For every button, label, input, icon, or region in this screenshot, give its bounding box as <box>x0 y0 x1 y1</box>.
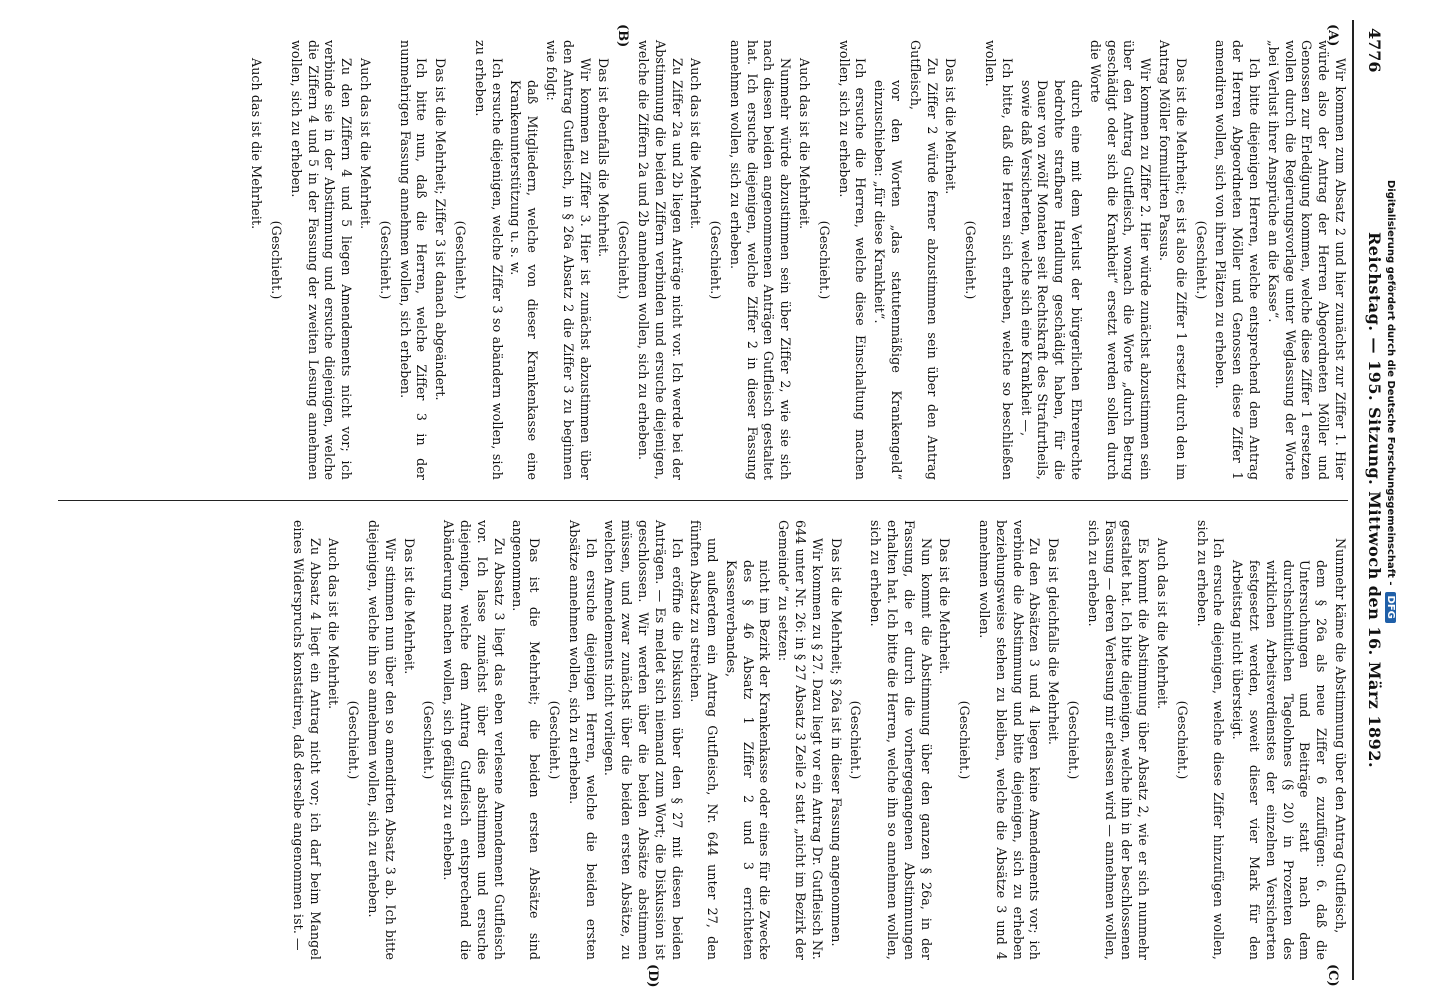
paragraph: Zu den Absätzen 3 und 4 liegen keine Amendements vor; ich verbinde die Abstimmung und bitte diejenigen, sich zu erheben beziehungsweise stehen zu bleiben, welche die Absätze 3 und 4 annehmen wollen. <box>977 520 1043 960</box>
paragraph: dem § 26a als neue Ziffer 6 zuzufügen: 6. daß die Untersuchungen und Beiträge statt nach dem durchschnittlichen Tagelohnes (§ 20) in Prozenten des wirklichen Arbeitsverdienstes der einzelnen Versicherten festgesetzt werden, soweit dieser vier Mark für den Arbeitstag nicht übersteigt. <box>1230 560 1330 960</box>
paragraph: Nun kommt die Abstimmung über den ganzen § 26a, in der Fassung, die er durch die vorhergegangenen Abstimmungen erhalten hat. Ich bitte die Herren, welche ihn so annehmen wollen, sich zu erheben. <box>868 520 934 960</box>
paragraph: Das ist die Mehrheit; § 26a ist in dieser Fassung angenommen. <box>828 538 844 947</box>
stage-direction: (Geschieht.) <box>452 220 468 300</box>
paragraph: Das ist die Mehrheit; es ist also die Ziffer 1 ersetzt durch den im Antrag Möller formulirten Passus. <box>1157 40 1189 480</box>
page-title: Reichstag. — 195. Sitzung. Mittwoch den 16. März 1892. <box>1365 231 1384 769</box>
paragraph: Zu Ziffer 2 würde ferner abzustimmen sein über den Antrag Gutfleisch, <box>907 40 940 480</box>
stage-direction: (Geschieht.) <box>1193 220 1209 300</box>
margin-marker-d: (D) <box>645 964 660 988</box>
paragraph: Das ist die Mehrheit. <box>937 538 953 675</box>
paragraph: Das ist ebenfalls die Mehrheit. <box>596 58 612 258</box>
paragraph: Ich bitte diejenigen Herren, welche entsprechend dem Antrag der Herren Abgeordneten Möller und Genossen diese Ziffer 1 amendiren wollen, sich von ihren Plätzen zu erheben. <box>1213 40 1263 480</box>
paragraph: daß Mitgliedern, welche von dieser Krankenkasse eine Krankenunterstützung u. s. w. <box>508 80 541 480</box>
paragraph: Das ist die Mehrheit. <box>401 538 417 675</box>
paragraph: Das ist die Mehrheit; Ziffer 3 ist danach abgeändert. <box>433 58 449 401</box>
paragraph: Ich bitte, daß die Herren sich erheben, welche so beschließen wollen. <box>983 40 1015 480</box>
left-column <box>48 40 1348 480</box>
margin-marker-c: (C) <box>1325 964 1340 987</box>
margin-marker-b: (B) <box>615 24 630 48</box>
paragraph: Auch das ist die Mehrheit. <box>797 58 813 230</box>
stage-direction: (Geschieht.) <box>816 220 832 300</box>
stage-direction: (Geschieht.) <box>963 220 979 300</box>
paragraph: Auch das ist die Mehrheit. <box>1155 538 1171 710</box>
paragraph: Auch das ist die Mehrheit. <box>688 58 704 230</box>
paragraph: Das ist die Mehrheit. <box>943 58 959 195</box>
paragraph: Nunmehr würde abzustimmen sein über Ziffer 2, wie sie sich nach diesen beiden angenommenen Anträgen Gutfleisch gestaltet hat. Ich ersuche diejenigen, welche Ziffer 2 in dieser Fassung annehmen wollen, sich zu erheben. <box>727 40 794 480</box>
paragraph: Wir kommen zum Absatz 2 und hier zunächst zur Ziffer 1. Hier würde also der Antrag der Herren Abgeordneten Möller und Genossen zur Erledigung kommen, welche diese Ziffer 1 ersetzen wollen durch die Regierungsvorlage unter Weglassung der Worte „bei Verlust ihrer Ansprüche an die Kasse“. <box>1265 40 1348 480</box>
paragraph: Zu den Ziffern 4 und 5 liegen Amendements nicht vor; ich verbinde sie in der Abstimmung und ersuche diejenigen, welche die Ziffern 4 und 5 in der Fassung der zweiten Lesung annehmen wollen, sich zu erheben. <box>288 40 355 480</box>
paragraph: Ich bitte nun, daß die Herren, welche Ziffer 3 in der nunmehrigen Fassung annehmen wollen, sich erheben. <box>397 40 430 480</box>
stage-direction: (Geschieht.) <box>848 700 864 780</box>
page-number: 4776 <box>1365 28 1384 73</box>
paragraph: Wir stimmen nun über den so amendirten Absatz 3 ab. Ich bitte diejenigen, welche ihn so annehmen wollen, sich zu erheben. <box>365 520 398 960</box>
paragraph: Es kommt die Abstimmung über Absatz 2, wie er sich nunmehr gestaltet hat. Ich bitte diejenigen, welche ihn in der beschlossenen Fassung — deren Verlesung mir erlassen wird — annehmen wollen, sich zu erheben. <box>1085 520 1152 960</box>
paragraph: und außerdem ein Antrag Gutfleisch, Nr. 644 unter 27, den fünften Absatz zu streichen. <box>688 520 721 960</box>
digitization-footer <box>1376 180 1396 980</box>
paragraph: Auch das ist die Mehrheit. <box>357 58 373 230</box>
stage-direction: (Geschieht.) <box>546 700 562 780</box>
document-page <box>30 20 1400 988</box>
paragraph: Nunmehr käme die Abstimmung über den Antrag Gutfleisch, <box>1333 538 1348 934</box>
paragraph: Ich eröffne die Diskussion über den § 27 mit diesen beiden Anträgen. — Es meldet sich niemand zum Wort; die Diskussion ist geschlossen. Wir werden über die beiden Absätze abstimmen müssen, und zwar zunächst über die beiden ersten Absätze, zu welchen Amendements nicht vorliegen. <box>602 520 685 960</box>
stage-direction: (Geschieht.) <box>1174 700 1190 780</box>
stage-direction: (Geschieht.) <box>708 220 724 300</box>
paragraph: Ich ersuche diejenigen, welche Ziffer 3 so abändern wollen, sich zu erheben. <box>472 40 505 480</box>
paragraph: Das ist gleichfalls die Mehrheit. <box>1046 538 1062 746</box>
paragraph: Wir kommen zu § 27. Dazu liegt vor ein Antrag Dr. Gutfleisch Nr. 644 unter Nr. 26: in § 27 Absatz 3 Zeile 2 statt „nicht im Bezirk der Gemeinde“ zu setzen: <box>776 520 825 960</box>
dfg-logo: DFG <box>1385 592 1396 623</box>
stage-direction: (Geschieht.) <box>377 220 393 300</box>
paragraph: Zu Absatz 4 liegt ein Antrag nicht vor; ich darf beim Mangel eines Widerspruchs konstatiren, daß derselbe angenommen ist. — <box>290 520 323 960</box>
stage-direction: (Geschieht.) <box>957 700 973 780</box>
paragraph: vor den Worten „das statutenmäßige Krankengeld“ einzuschieben: „für diese Krankheit“. <box>872 80 905 480</box>
paragraph: Wir kommen zu Ziffer 2. Hier würde zunächst abzustimmen sein über den Antrag Gutfleisch, wonach die Worte „durch Betrug geschädigt oder sich die Krankheit“ ersetzt werden sollen durch die Worte <box>1087 40 1154 480</box>
stage-direction: (Geschieht.) <box>616 220 632 300</box>
stage-direction: (Geschieht.) <box>346 700 362 780</box>
margin-marker-a: (A) <box>1325 24 1340 47</box>
paragraph: Wir kommen zu Ziffer 3. Hier ist zunächst abzustimmen über den Antrag Gutfleisch, in § 26a Absatz 2 die Ziffer 3 zu beginnen wie folgt: <box>543 40 593 480</box>
paragraph: Auch das ist die Mehrheit. <box>249 58 265 230</box>
paragraph: Auch das ist die Mehrheit. <box>326 538 342 710</box>
text-columns <box>48 20 1348 980</box>
stage-direction: (Geschieht.) <box>268 220 284 300</box>
right-column <box>48 520 1348 960</box>
paragraph: Zu Absatz 3 liegt das eben verlesene Amendement Gutfleisch vor. Ich lasse zunächst über dies abstimmen und ersuche diejenigen, welche dem Antrag Gutfleisch entsprechend die Abänderung machen wollen, sich gefälligst zu erheben. <box>441 520 507 960</box>
paragraph: Ich ersuche diejenigen Herren, welche die beiden ersten Absätze annehmen wollen, sich zu erheben. <box>566 520 599 960</box>
paragraph: nicht im Bezirk der Krankenkasse oder eines für die Zwecke des § 46 Absatz 1 Ziffer 2 und 3 errichteten Kassenverbandes, <box>723 560 773 960</box>
paragraph: Ich ersuche diejenigen, welche diese Ziffer hinzufügen wollen, sich zu erheben. <box>1194 520 1227 960</box>
stage-direction: (Geschieht.) <box>1066 700 1082 780</box>
paragraph: Das ist die Mehrheit; die beiden ersten Absätze sind angenommen. <box>510 520 543 960</box>
column-divider <box>58 500 1348 501</box>
footer-text: Digitalisierung gefördert durch die Deutsche Forschungsgemeinschaft - <box>1385 180 1396 586</box>
paragraph: durch eine mit dem Verlust der bürgerlichen Ehrenrechte bedrohte strafbare Handlung geschädigt haben, für die Dauer von zwölf Monaten seit Rechtskraft des Strafurtheils, sowie daß Versicherten, welche sich eine Krankheit —, <box>1018 80 1085 480</box>
stage-direction: (Geschieht.) <box>421 700 437 780</box>
paragraph: Ich ersuche die Herren, welche diese Einschaltung machen wollen, sich zu erheben. <box>836 40 869 480</box>
paragraph: Zu Ziffer 2a und 2b liegen Anträge nicht vor. Ich werde bei der Abstimmung die beiden Ziffern verbinden und ersuche diejenigen, welche die Ziffern 2a und 2b annehmen wollen, sich zu erheben. <box>635 40 685 480</box>
